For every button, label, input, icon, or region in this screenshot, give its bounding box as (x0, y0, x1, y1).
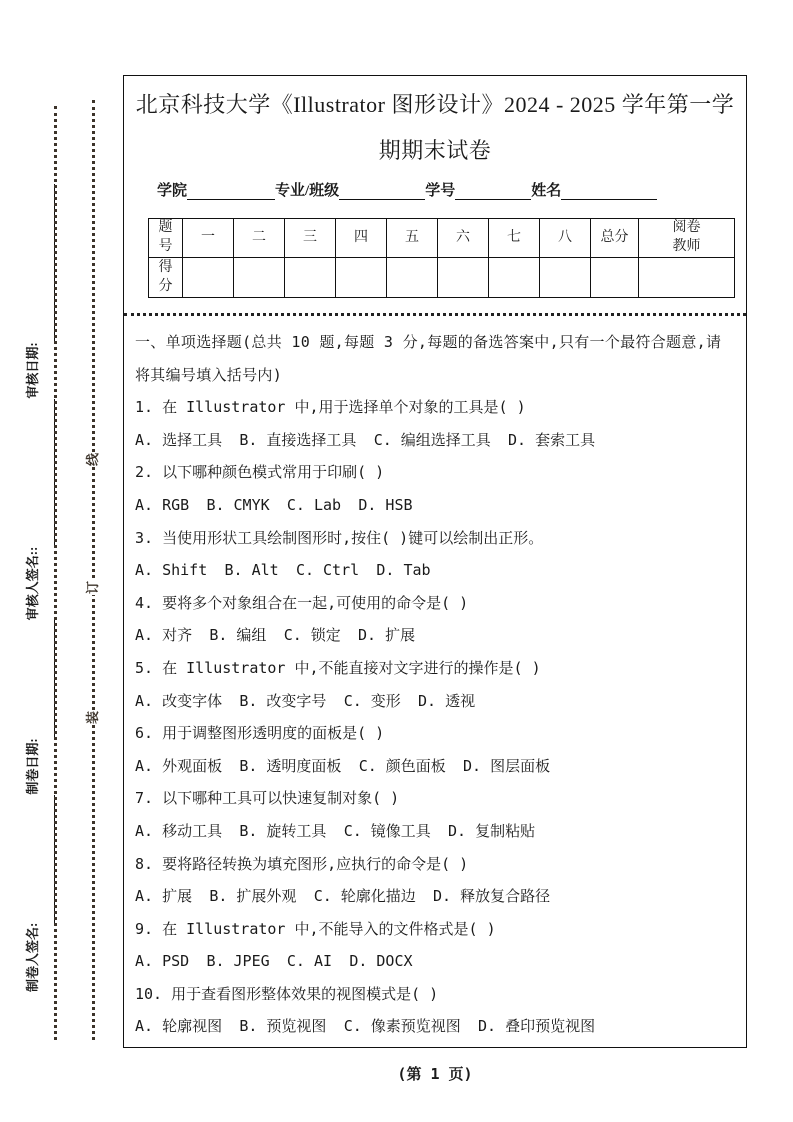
option: A. 扩展 (135, 887, 193, 906)
score-cell-empty (183, 258, 234, 298)
option: C. Ctrl (295, 561, 360, 580)
question-options (135, 1010, 735, 1043)
page-number: (第 1 页) (397, 1065, 473, 1083)
review-date-label: 审核日期: (25, 342, 40, 399)
reviewer-signature-label: 审核人签名:: (25, 546, 40, 621)
option: D. 扩展 (358, 626, 416, 645)
question-prompt: 4. 要将多个对象组合在一起,可使用的命令是( ) (135, 593, 469, 612)
question-options (135, 554, 735, 587)
option: D. 图层面板 (463, 756, 551, 775)
option: B. 预览视图 (239, 1017, 327, 1036)
question-options (135, 880, 735, 913)
option: B. 编组 (209, 626, 267, 645)
maker-date-blank (41, 620, 55, 738)
score-header-cell: 八 (540, 219, 591, 258)
student-id-label: 学号 (425, 183, 456, 199)
score-cell-empty (489, 258, 540, 298)
option: C. 变形 (343, 691, 401, 710)
question-prompt: 2. 以下哪种颜色模式常用于印刷( ) (135, 463, 385, 482)
score-cell-empty (591, 258, 639, 298)
college-blank (187, 184, 275, 200)
option: D. 透视 (418, 691, 476, 710)
score-cell-empty (438, 258, 489, 298)
option: D. 套索工具 (508, 430, 596, 449)
option: C. 轮廓化描边 (313, 887, 416, 906)
score-table (148, 218, 735, 298)
binding-dotted-line-outer (92, 100, 95, 1040)
score-cell-empty (540, 258, 591, 298)
option: B. 透明度面板 (239, 756, 342, 775)
score-header-cell: 一 (183, 219, 234, 258)
option: A. 轮廓视图 (135, 1017, 223, 1036)
option: D. 复制粘贴 (448, 821, 536, 840)
score-table-score-row (149, 258, 735, 298)
exam-paper-frame (123, 75, 747, 1048)
option: B. Alt (224, 561, 279, 580)
dotted-separator (124, 313, 746, 316)
question-options (135, 685, 735, 718)
score-row-label-cell: 得分 (149, 258, 183, 298)
option: A. 外观面板 (135, 756, 223, 775)
score-header-cell: 二 (234, 219, 285, 258)
section-title: 一、单项选择题(总共 10 题,每题 3 分,每题的备选答案中,只有一个最符合题意,请将其编号填入括号内) (135, 333, 722, 384)
option: D. DOCX (349, 952, 413, 971)
question-options (135, 815, 735, 848)
question-prompt: 9. 在 Illustrator 中,不能导入的文件格式是( ) (135, 919, 496, 938)
score-header-cell: 四 (336, 219, 387, 258)
option: C. 锁定 (283, 626, 341, 645)
option: A. PSD (135, 952, 190, 971)
student-info-row (135, 176, 735, 200)
maker-signature-label: 制卷人签名: (25, 922, 40, 992)
option: D. HSB (358, 495, 413, 514)
score-header-cell: 题号 (149, 219, 183, 258)
score-header-cell-grader: 阅卷教师 (639, 219, 735, 258)
question-options (135, 750, 735, 783)
option: A. 对齐 (135, 626, 193, 645)
binding-signature-column (22, 162, 58, 992)
option: C. 颜色面板 (358, 756, 446, 775)
option: B. JPEG (206, 952, 270, 971)
question-prompt: 6. 用于调整图形透明度的面板是( ) (135, 724, 385, 743)
major-class-label: 专业/班级 (275, 183, 340, 199)
option: D. 叠印预览视图 (478, 1017, 596, 1036)
score-header-cell: 总分 (591, 219, 639, 258)
option: C. Lab (286, 495, 342, 514)
question-prompt: 1. 在 Illustrator 中,用于选择单个对象的工具是( ) (135, 398, 526, 417)
binding-char-zhuang: 装 (79, 710, 104, 725)
question-options (135, 489, 735, 522)
score-header-cell: 六 (438, 219, 489, 258)
option: A. 移动工具 (135, 821, 223, 840)
question-prompt: 10. 用于查看图形整体效果的视图模式是( ) (135, 984, 439, 1003)
question-options (135, 619, 735, 652)
name-label: 姓名 (531, 183, 562, 199)
question-options (135, 424, 735, 457)
option: C. AI (286, 952, 333, 971)
major-class-blank (339, 184, 425, 200)
question-prompt: 5. 在 Illustrator 中,不能直接对文字进行的操作是( ) (135, 658, 541, 677)
binding-char-xian: 线 (79, 452, 104, 467)
score-cell-empty (639, 258, 735, 298)
question-prompt: 7. 以下哪种工具可以快速复制对象( ) (135, 789, 400, 808)
name-blank (561, 184, 657, 200)
maker-date-label: 制卷日期: (25, 738, 40, 795)
option: A. 改变字体 (135, 691, 223, 710)
option: B. CMYK (206, 495, 270, 514)
option: A. RGB (135, 495, 190, 514)
reviewer-signature-blank (41, 399, 55, 547)
review-date-blank (41, 184, 55, 342)
question-prompt: 3. 当使用形状工具绘制图形时,按住( )键可以绘制出正形。 (135, 528, 544, 547)
option: A. Shift (135, 561, 208, 580)
option: A. 选择工具 (135, 430, 223, 449)
option: D. 释放复合路径 (433, 887, 551, 906)
college-label: 学院 (157, 183, 188, 199)
binding-char-ding: 订 (79, 580, 104, 595)
option: B. 直接选择工具 (239, 430, 357, 449)
score-header-cell: 三 (285, 219, 336, 258)
binding-dotted-line-inner (54, 106, 57, 1040)
option: D. Tab (376, 561, 431, 580)
option: B. 扩展外观 (209, 887, 297, 906)
option: C. 镜像工具 (343, 821, 431, 840)
option: C. 像素预览视图 (343, 1017, 461, 1036)
score-header-cell: 七 (489, 219, 540, 258)
score-cell-empty (336, 258, 387, 298)
score-cell-empty (234, 258, 285, 298)
page-title: 北京科技大学《Illustrator 图形设计》2024 - 2025 学年第一学期期末试卷 (135, 92, 735, 163)
questions-section (135, 326, 735, 1043)
score-cell-empty (387, 258, 438, 298)
question-options (135, 945, 735, 978)
score-cell-empty (285, 258, 336, 298)
option: C. 编组选择工具 (373, 430, 491, 449)
score-table-header-row (149, 219, 735, 258)
option: B. 改变字号 (239, 691, 327, 710)
maker-signature-blank (41, 795, 55, 923)
score-header-cell: 五 (387, 219, 438, 258)
question-prompt: 8. 要将路径转换为填充图形,应执行的命令是( ) (135, 854, 469, 873)
option: B. 旋转工具 (239, 821, 327, 840)
student-id-blank (455, 184, 531, 200)
